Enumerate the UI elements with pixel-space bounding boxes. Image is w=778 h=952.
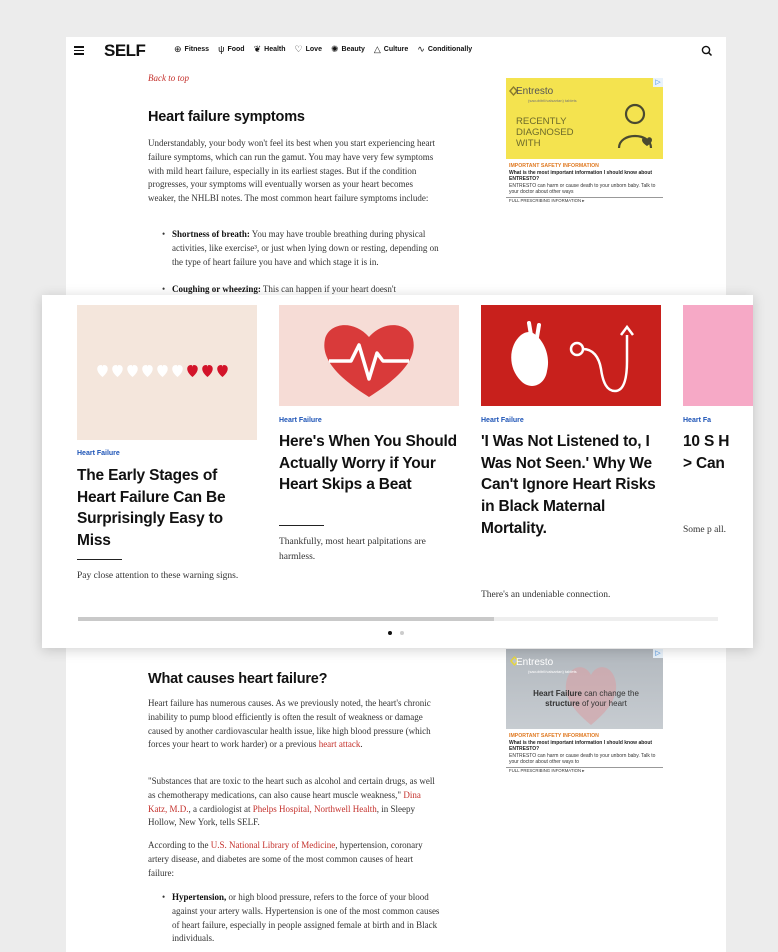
sparkle-icon: ✺	[330, 44, 339, 54]
card-title[interactable]: Here's When You Should Actually Worry if Your Heart Skips a Beat	[279, 433, 457, 494]
heart-stethoscope-icon	[481, 305, 661, 406]
text: Heart failure has numerous causes. As we previously noted, the heart's chronic inability to pump blood efficiently is often the result of weakness or damage caused by another cardiovascular health issue, like high blood pressure (which forces your heart to work harder) or a previous	[148, 698, 431, 750]
text: According to the	[148, 840, 211, 850]
ad-brand: Entresto	[516, 86, 554, 97]
safety-text: ENTRESTO can harm or cause death to your unborn baby. Talk to your doctor about other ways	[509, 183, 656, 195]
ad-brand-sub: (sacubitril/valsartan) tablets	[528, 98, 577, 103]
text: can change the	[581, 689, 639, 698]
list-item-text: This can happen if your heart doesn't	[260, 284, 397, 294]
nav-item-food[interactable]	[218, 45, 245, 54]
text: structure	[545, 699, 580, 708]
bullet: •	[162, 892, 166, 902]
nav-label: Beauty	[341, 46, 365, 53]
list-item-label: Hypertension,	[172, 892, 227, 902]
card-image-pink	[683, 305, 753, 406]
ad-safety-info	[506, 731, 663, 774]
card-category-tag[interactable]: Heart Failure	[77, 450, 120, 457]
card-image-heartbeat	[279, 305, 459, 406]
nav-item-beauty[interactable]	[331, 45, 365, 54]
nav-label: Culture	[383, 46, 409, 53]
card-category-tag[interactable]: Heart Failure	[481, 417, 524, 424]
text: "Substances that are toxic to the heart such as alcohol and certain drugs, as well as chemotherapy medications, can also cause heart muscle weakness,"	[148, 776, 435, 800]
prescribing-info-link[interactable]: FULL PRESCRIBING INFORMATION ▸	[506, 197, 663, 204]
paper-hearts-icon	[77, 305, 257, 440]
list-item-text: You may have trouble breathing during physical activities, like exercise³, or just when lying down or resting, depending on the type of heart failure you have and which stage it is in.	[172, 229, 439, 267]
adchoices-icon[interactable]: ▷	[653, 649, 663, 658]
list-item	[162, 228, 442, 269]
nav-item-culture[interactable]	[374, 45, 408, 54]
ad-banner	[506, 649, 663, 729]
culture-icon: △	[373, 44, 381, 54]
card-dek: Thankfully, most heart palpitations are harmless.	[279, 537, 426, 562]
card-dek: Some p all.	[683, 525, 727, 535]
ad-brand: Entresto	[516, 657, 554, 668]
carousel-card[interactable]	[77, 305, 257, 605]
text: Heart Failure	[533, 689, 582, 698]
pulse-icon: ∿	[417, 44, 425, 54]
causes-paragraph-2	[148, 775, 440, 830]
nav-item-conditionally[interactable]	[417, 45, 472, 54]
nav-label: Love	[305, 46, 322, 53]
phelps-hospital-link[interactable]: Phelps Hospital, Northwell Health	[252, 803, 377, 814]
carousel-pagination	[388, 631, 404, 635]
bullet: •	[162, 284, 166, 294]
ad-safety-info	[506, 161, 663, 204]
heart-attack-link[interactable]: heart attack	[318, 739, 361, 750]
site-logo[interactable]: SELF	[104, 41, 146, 60]
nav-item-love[interactable]	[295, 45, 322, 54]
card-divider	[77, 559, 122, 560]
carousel-dot[interactable]	[388, 631, 392, 635]
card-divider	[279, 525, 324, 526]
carousel-dot[interactable]	[400, 631, 404, 635]
nav-label: Fitness	[184, 46, 210, 53]
ad-entresto-top[interactable]	[506, 78, 663, 208]
ad-banner	[506, 78, 663, 159]
text: , hypertension, coronary artery disease, and diabetes are some of the most common causes of heart failure:	[148, 840, 423, 878]
leaf-icon: ❦	[253, 44, 262, 54]
heart-outline-icon: ♡	[294, 44, 303, 54]
card-title[interactable]: The Early Stages of Heart Failure Can Be Surprisingly Easy to Miss	[77, 467, 226, 550]
related-stories-carousel	[42, 295, 753, 648]
ad-headline: RECENTLY DIAGNOSED WITH	[516, 116, 574, 149]
safety-title: IMPORTANT SAFETY INFORMATION	[509, 733, 599, 739]
section-heading-symptoms: Heart failure symptoms	[148, 109, 305, 125]
safety-title: IMPORTANT SAFETY INFORMATION	[509, 163, 599, 169]
card-dek: Pay close attention to these warning signs.	[77, 571, 239, 581]
list-item-text: or high blood pressure, refers to the force of your blood against your artery walls. Hypertension is one of the most common causes of heart failure, especially in people assigned female at birth and in Black individuals.	[172, 892, 440, 944]
ad-brand-sub: (sacubitril/valsartan) tablets	[528, 669, 577, 674]
main-nav	[174, 45, 472, 54]
dumbbell-icon: ⊕	[174, 44, 182, 54]
card-title[interactable]: 10 S H > Can	[683, 433, 730, 472]
ad-headline	[526, 689, 646, 709]
ad-entresto-bottom[interactable]	[506, 649, 663, 781]
safety-text: ENTRESTO can harm or cause death to your unborn baby. Talk to your doctor about other ways to	[509, 753, 656, 765]
search-icon[interactable]	[700, 44, 714, 58]
card-title[interactable]: 'I Was Not Listened to, I Was Not Seen.' Why We Can't Ignore Heart Risks in Black Maternal Mortality.	[481, 433, 656, 537]
card-image-heart-stethoscope	[481, 305, 661, 406]
nav-label: Conditionally	[427, 46, 473, 53]
card-category-tag[interactable]: Heart Failure	[279, 417, 322, 424]
nav-label: Food	[227, 46, 245, 53]
text: of your heart	[579, 699, 627, 708]
adchoices-icon[interactable]: ▷	[653, 78, 663, 87]
carousel-scrollbar-thumb[interactable]	[78, 617, 494, 621]
carousel-scrollbar[interactable]	[78, 617, 718, 621]
text: .	[360, 739, 363, 750]
bullet: •	[162, 229, 166, 239]
nav-item-fitness[interactable]	[174, 45, 209, 54]
text: , a cardiologist at	[188, 803, 253, 814]
card-category-tag[interactable]: Heart Fa	[683, 417, 712, 424]
nav-label: Health	[264, 46, 286, 53]
safety-question: What is the most important information I should know about ENTRESTO?	[509, 170, 653, 182]
card-image-paper-hearts	[77, 305, 257, 440]
causes-paragraph-3	[148, 839, 440, 880]
list-item	[162, 891, 442, 946]
safety-question: What is the most important information I should know about ENTRESTO?	[509, 740, 653, 752]
person-heart-icon	[614, 102, 656, 150]
causes-paragraph-1	[148, 697, 440, 752]
heartbeat-heart-icon	[279, 305, 459, 406]
back-to-top-link[interactable]: Back to top	[148, 73, 189, 83]
card-dek: There's an undeniable connection.	[481, 590, 611, 600]
hamburger-menu-icon[interactable]	[74, 46, 84, 55]
fork-knife-icon: ψ	[218, 44, 225, 54]
site-header	[66, 37, 726, 65]
text: , in Sleepy Hollow, New York, tells SELF.	[148, 803, 415, 828]
list-item-label: Coughing or wheezing:	[172, 284, 261, 294]
dina-katz-link[interactable]: Dina Katz, M.D.	[148, 789, 421, 814]
carousel-card[interactable]	[683, 305, 753, 605]
prescribing-info-link[interactable]: FULL PRESCRIBING INFORMATION ▸	[506, 767, 663, 774]
list-item-label: Shortness of breath:	[172, 229, 250, 239]
section-heading-causes: What causes heart failure?	[148, 671, 328, 687]
nav-item-health[interactable]	[254, 45, 286, 54]
symptoms-paragraph: Understandably, your body won't feel its best when you start experiencing heart failure symptoms, which can run the gamut. You may have very few symptoms with mild heart failure, especially in its earliest stages. But if the condition progresses, your symptoms will eventually worsen as your heart becomes weaker, the NHLBI notes. The most common heart failure symptoms include:	[148, 138, 435, 204]
carousel-card[interactable]	[279, 305, 459, 605]
carousel-card[interactable]	[481, 305, 661, 605]
national-library-link[interactable]: U.S. National Library of Medicine	[210, 840, 336, 850]
